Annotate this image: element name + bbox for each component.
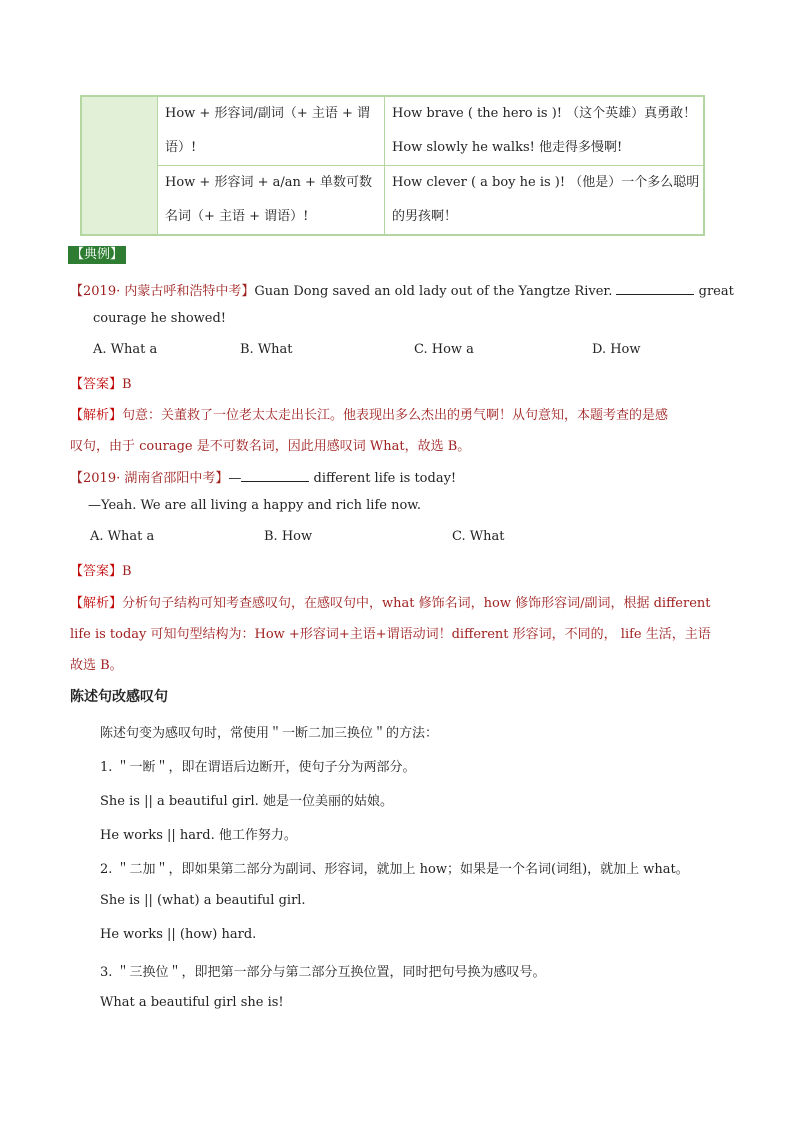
question-2-reply: —Yeah. We are all living a happy and rich life now.: [88, 498, 422, 513]
option-c: C. How a: [414, 342, 474, 357]
analysis-1: 【解析】句意：关董救了一位老太太走出长江。他表现出多么杰出的勇气啊！从句意知，本题考查的是感: [70, 408, 669, 423]
analysis-1-cont: 叹句，由于 courage 是不可数名词，因此用感叹词 What，故选 B。: [70, 439, 471, 454]
analysis-2-cont: life is today 可知句型结构为：How +形容词+主语+谓语动词！different 形容词，不同的， life 生活，主语: [70, 627, 711, 642]
example-sentence: She is || a beautiful girl. 她是一位美丽的姑娘。: [100, 794, 393, 809]
example-sentence: He works || (how) hard.: [100, 927, 257, 942]
grammar-table: [80, 95, 705, 236]
example-badge: 【典例】: [68, 246, 126, 264]
example-sentence: What a beautiful girl she is!: [100, 995, 284, 1010]
answer-2: 【答案】B: [70, 564, 132, 579]
table-header-cell: [82, 97, 158, 234]
option-a: A. What a: [90, 529, 155, 544]
question-1-stem: 【2019· 内蒙古呼和浩特中考】Guan Dong saved an old lady out of the Yangtze River. great: [70, 284, 734, 299]
option-a: A. What a: [93, 342, 158, 357]
option-b: B. How: [264, 529, 313, 544]
question-2-stem: 【2019· 湖南省邵阳中考】— different life is today!: [70, 471, 457, 486]
example-sentence: She is || (what) a beautiful girl.: [100, 893, 306, 908]
analysis-2-cont: 故选 B。: [70, 658, 123, 673]
table-cell-example-2: How clever ( a boy he is )! （他是）一个多么聪明的男孩啊！: [392, 175, 700, 224]
option-b: B. What: [240, 342, 293, 357]
table-cell-example-1: How brave ( the hero is )! （这个英雄）真勇敢！ How slowly he walks! 他走得多慢啊!: [392, 106, 697, 155]
question-1-stem-cont: courage he showed!: [93, 311, 227, 326]
table-cell-pattern-1: How + 形容词/副词（+ 主语 + 谓语）!: [165, 106, 371, 155]
option-c: C. What: [452, 529, 505, 544]
answer-blank: [616, 282, 694, 295]
example-sentence: He works || hard. 他工作努力。: [100, 828, 297, 843]
step-3: 3. ＂三换位＂，即把第一部分与第二部分互换位置，同时把句号换为感叹号。: [100, 965, 546, 980]
answer-1: 【答案】B: [70, 377, 132, 392]
section-title: 陈述句改感叹句: [70, 689, 168, 705]
step-2: 2. ＂二加＂，即如果第二部分为副词、形容词，就加上 how；如果是一个名词(词组)，就加上 what。: [100, 862, 689, 877]
paragraph: 陈述句变为感叹句时，常使用＂一断二加三换位＂的方法：: [100, 726, 439, 741]
analysis-2: 【解析】分析句子结构可知考查感叹句，在感叹句中，what 修饰名词，how 修饰形容词/副词，根据 different: [70, 596, 711, 611]
answer-blank: [241, 469, 309, 482]
table-cell-pattern-2: How + 形容词 + a/an + 单数可数名词（+ 主语 + 谓语）!: [165, 175, 373, 224]
option-d: D. How: [592, 342, 641, 357]
step-1: 1. ＂一断＂，即在谓语后边断开，使句子分为两部分。: [100, 760, 416, 775]
